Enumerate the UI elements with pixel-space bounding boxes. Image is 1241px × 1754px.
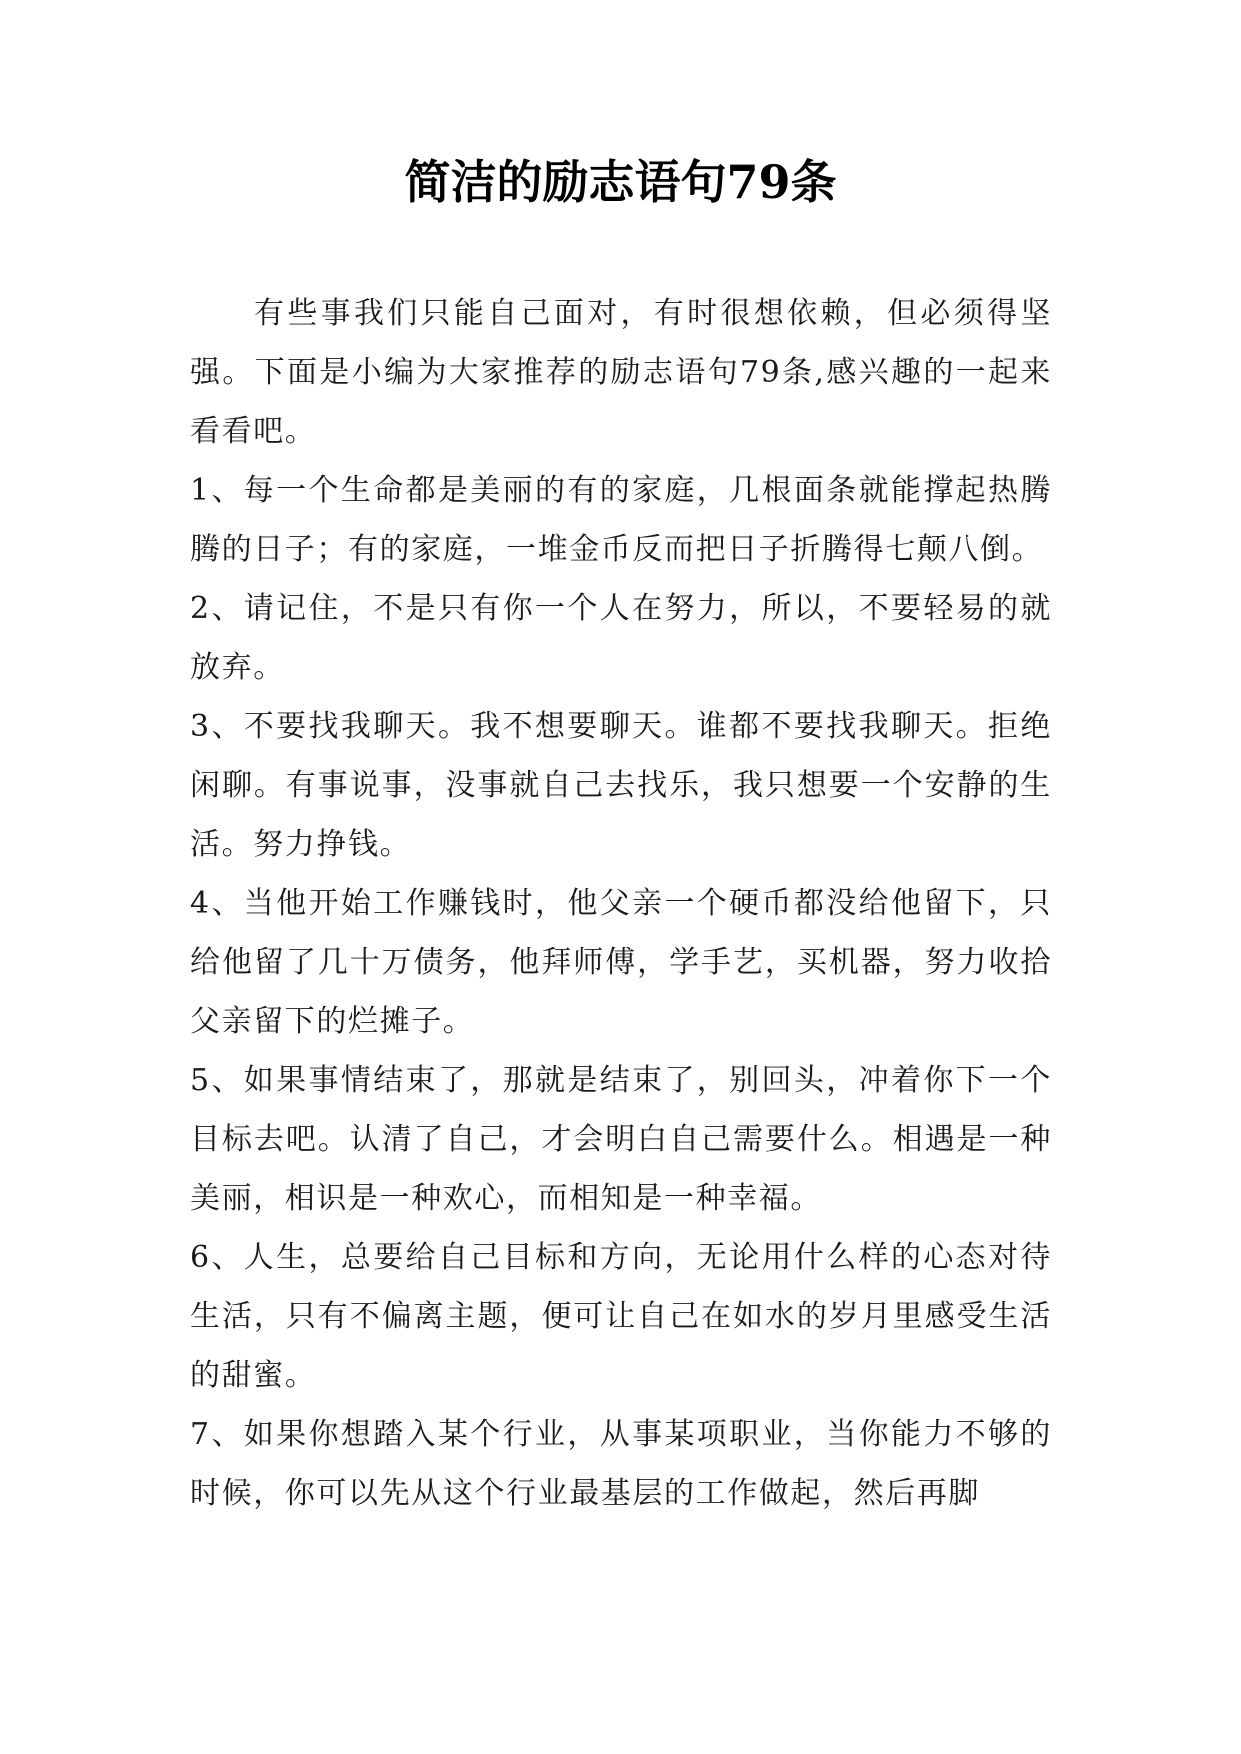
- list-item-2: 2、请记住，不是只有你一个人在努力，所以，不要轻易的就放弃。: [190, 591, 1052, 685]
- list-item-7: 7、如果你想踏入某个行业，从事某项职业，当你能力不够的时候，你可以先从这个行业最基层的工作做起，然后再脚: [190, 1417, 1052, 1511]
- document-title: 简洁的励志语句79条: [404, 155, 837, 209]
- list-item-6: 6、人生，总要给自己目标和方向，无论用什么样的心态对待生活，只有不偏离主题，便可让自己在如水的岁月里感受生活的甜蜜。: [190, 1240, 1052, 1393]
- list-item-1: 1、每一个生命都是美丽的有的家庭，几根面条就能撑起热腾腾的日子；有的家庭，一堆金币反而把日子折腾得七颠八倒。: [190, 473, 1052, 567]
- intro-paragraph: 有些事我们只能自己面对，有时很想依赖，但必须得坚强。下面是小编为大家推荐的励志语句79条,感兴趣的一起来看看吧。: [190, 296, 1052, 449]
- list-item-4: 4、当他开始工作赚钱时，他父亲一个硬币都没给他留下，只给他留了几十万债务，他拜师傅，学手艺，买机器，努力收拾父亲留下的烂摊子。: [190, 886, 1052, 1039]
- list-item-3: 3、不要找我聊天。我不想要聊天。谁都不要找我聊天。拒绝闲聊。有事说事，没事就自己去找乐，我只想要一个安静的生活。努力挣钱。: [190, 709, 1052, 862]
- document-body: [190, 284, 1052, 1523]
- list-item-5: 5、如果事情结束了，那就是结束了，别回头，冲着你下一个目标去吧。认清了自己，才会明白自己需要什么。相遇是一种美丽，相识是一种欢心，而相知是一种幸福。: [190, 1063, 1052, 1216]
